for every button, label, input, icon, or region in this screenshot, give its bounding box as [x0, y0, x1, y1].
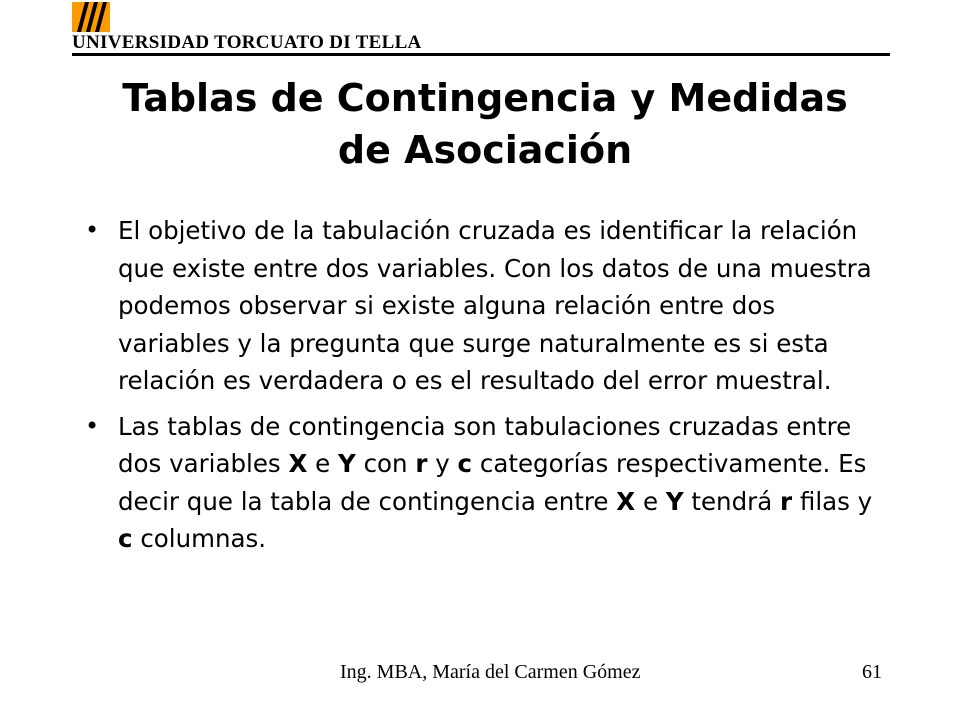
header-rule	[72, 53, 890, 56]
bullet-item	[85, 212, 885, 400]
variable-x: X	[616, 486, 636, 516]
slide-title	[60, 72, 910, 176]
slide-title-line-1: Tablas de Contingencia y Medidas	[122, 76, 848, 120]
variable-y: Y	[338, 449, 356, 478]
variable-r: r	[780, 486, 793, 516]
variable-y: Y	[665, 486, 684, 516]
variable-x: X	[288, 449, 308, 478]
university-name: UNIVERSIDAD TORCUATO DI TELLA	[72, 32, 422, 53]
bullet-item	[85, 408, 885, 558]
bullet-text: Las tablas de contingencia son tabulaciones cruzadas entre dos variables X e Y con r y c categorías respectivamente. Es decir que la tabla de contingencia entre X e Y tendrá r filas y c columnas.	[118, 411, 873, 553]
variable-c: c	[118, 524, 133, 553]
bullet-marker: •	[85, 216, 100, 244]
variable-r: r	[415, 449, 428, 478]
footer-author: Ing. MBA, María del Carmen Gómez	[340, 661, 641, 683]
bullet-marker: •	[85, 411, 100, 440]
university-logo-icon	[72, 2, 110, 32]
slide-title-line-2: de Asociación	[337, 128, 633, 172]
bullet-list	[85, 212, 885, 566]
variable-c: c	[457, 449, 473, 478]
bullet-text: El objetivo de la tabulación cruzada es identificar la relación que existe entre dos variables. Con los datos de una muestra podemos observar si existe alguna relación entre dos variables y la pregunta que surge naturalmente es si esta relación es verdadera o es el resultado del error muestral.	[118, 216, 872, 395]
page-number: 61	[862, 661, 882, 683]
